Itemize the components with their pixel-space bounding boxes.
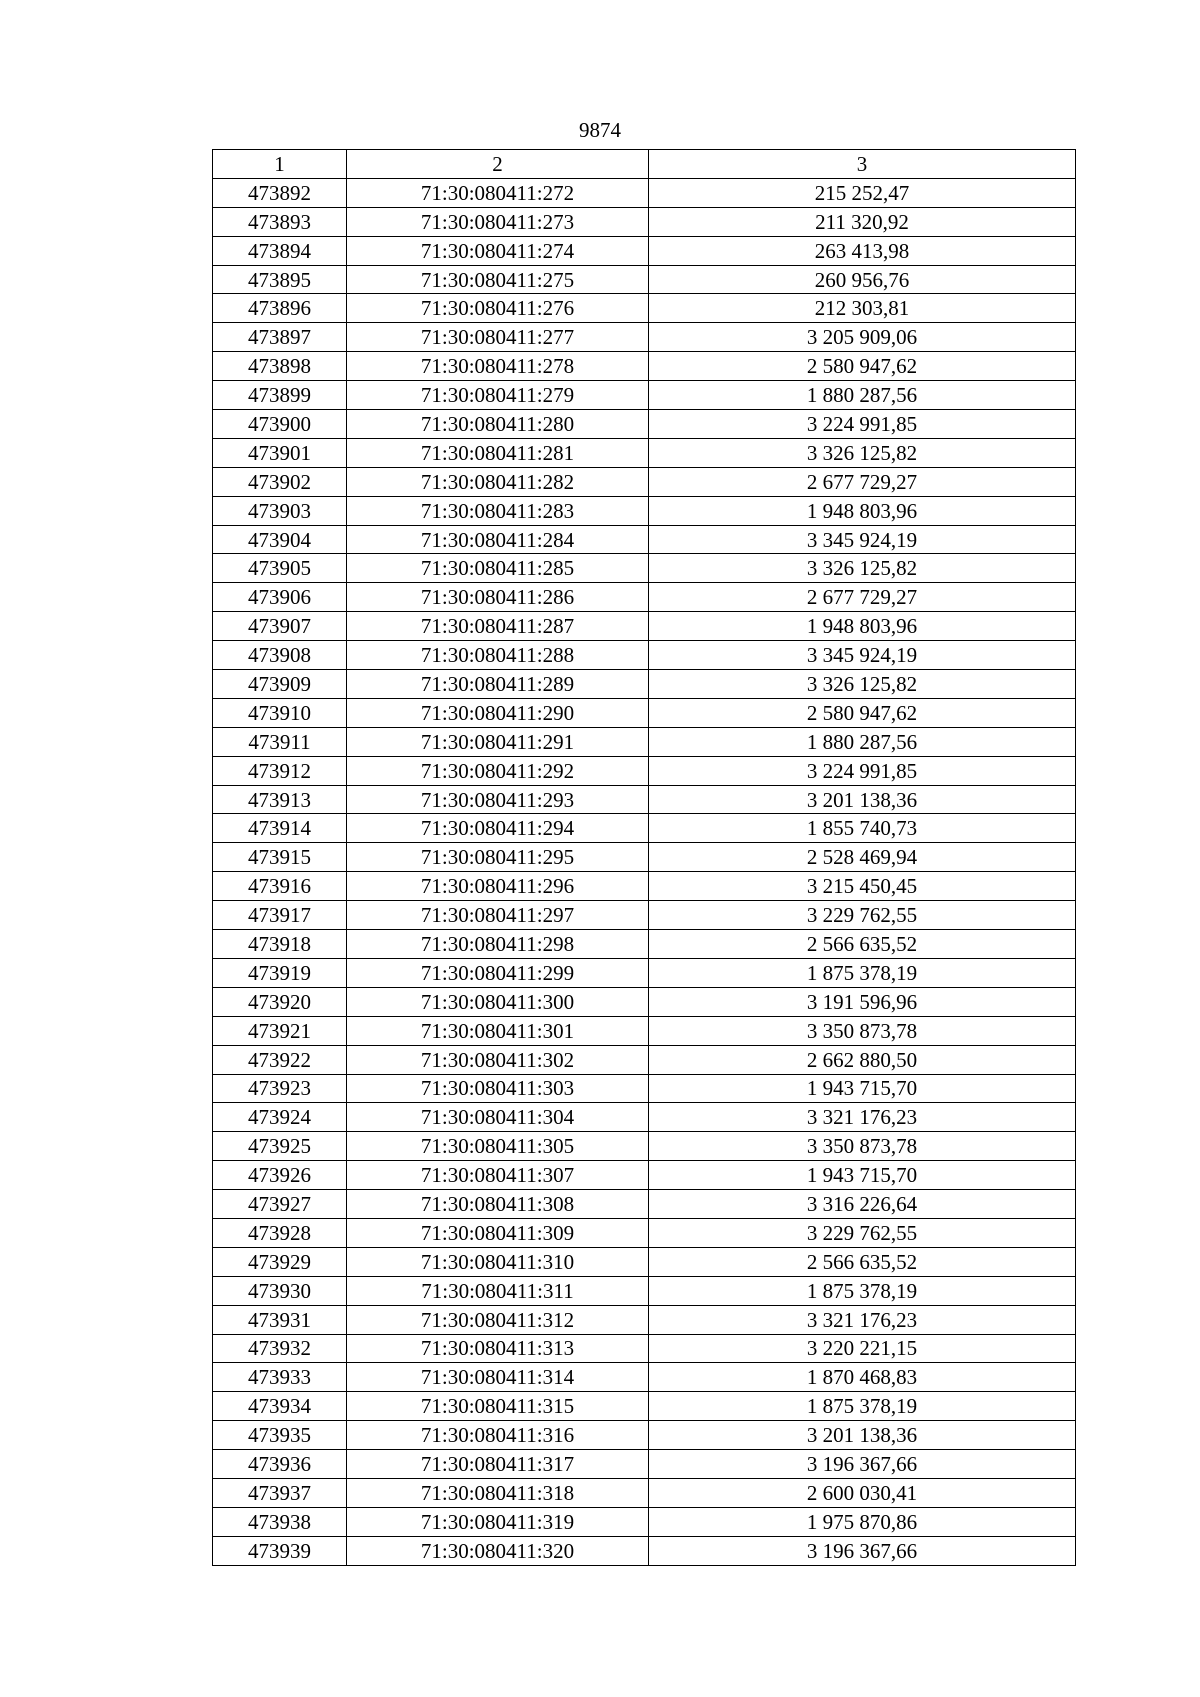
- row-number-cell: 473900: [213, 410, 347, 439]
- row-number-cell: 473896: [213, 294, 347, 323]
- row-number-cell: 473929: [213, 1247, 347, 1276]
- table-row: [213, 1132, 1076, 1161]
- table-row: [213, 496, 1076, 525]
- table-row: [213, 236, 1076, 265]
- cadastral-number-cell: 71:30:080411:304: [347, 1103, 649, 1132]
- cadastral-number-cell: 71:30:080411:309: [347, 1218, 649, 1247]
- cadastral-number-cell: 71:30:080411:300: [347, 987, 649, 1016]
- table-row: [213, 381, 1076, 410]
- value-cell: 3 224 991,85: [649, 756, 1076, 785]
- table-row: [213, 756, 1076, 785]
- table-body: [213, 178, 1076, 1565]
- row-number-cell: 473904: [213, 525, 347, 554]
- column-header-2: 2: [347, 150, 649, 179]
- row-number-cell: 473905: [213, 554, 347, 583]
- cadastral-number-cell: 71:30:080411:277: [347, 323, 649, 352]
- row-number-cell: 473901: [213, 438, 347, 467]
- cadastral-number-cell: 71:30:080411:299: [347, 958, 649, 987]
- table-row: [213, 1190, 1076, 1219]
- cadastral-number-cell: 71:30:080411:279: [347, 381, 649, 410]
- cadastral-number-cell: 71:30:080411:287: [347, 612, 649, 641]
- table-row: [213, 467, 1076, 496]
- value-cell: 3 196 367,66: [649, 1450, 1076, 1479]
- header-row: [213, 150, 1076, 179]
- row-number-cell: 473913: [213, 785, 347, 814]
- cadastral-number-cell: 71:30:080411:307: [347, 1161, 649, 1190]
- value-cell: 1 855 740,73: [649, 814, 1076, 843]
- value-cell: 2 677 729,27: [649, 467, 1076, 496]
- value-cell: 3 326 125,82: [649, 554, 1076, 583]
- cadastral-number-cell: 71:30:080411:286: [347, 583, 649, 612]
- row-number-cell: 473892: [213, 178, 347, 207]
- registry-table: [212, 149, 1076, 1566]
- cadastral-number-cell: 71:30:080411:281: [347, 438, 649, 467]
- row-number-cell: 473916: [213, 872, 347, 901]
- cadastral-number-cell: 71:30:080411:290: [347, 698, 649, 727]
- row-number-cell: 473932: [213, 1334, 347, 1363]
- value-cell: 3 326 125,82: [649, 670, 1076, 699]
- value-cell: 3 321 176,23: [649, 1305, 1076, 1334]
- value-cell: 2 677 729,27: [649, 583, 1076, 612]
- cadastral-number-cell: 71:30:080411:284: [347, 525, 649, 554]
- row-number-cell: 473906: [213, 583, 347, 612]
- table-row: [213, 1016, 1076, 1045]
- table-row: [213, 323, 1076, 352]
- cadastral-number-cell: 71:30:080411:296: [347, 872, 649, 901]
- table-row: [213, 583, 1076, 612]
- value-cell: 212 303,81: [649, 294, 1076, 323]
- table-row: [213, 1247, 1076, 1276]
- table-row: [213, 727, 1076, 756]
- table-row: [213, 670, 1076, 699]
- row-number-cell: 473919: [213, 958, 347, 987]
- row-number-cell: 473927: [213, 1190, 347, 1219]
- cadastral-number-cell: 71:30:080411:312: [347, 1305, 649, 1334]
- cadastral-number-cell: 71:30:080411:278: [347, 352, 649, 381]
- value-cell: 3 196 367,66: [649, 1536, 1076, 1565]
- table-row: [213, 1045, 1076, 1074]
- row-number-cell: 473895: [213, 265, 347, 294]
- page-number: 9874: [579, 118, 621, 142]
- table-row: [213, 901, 1076, 930]
- table-row: [213, 1507, 1076, 1536]
- row-number-cell: 473912: [213, 756, 347, 785]
- value-cell: 3 205 909,06: [649, 323, 1076, 352]
- cadastral-number-cell: 71:30:080411:275: [347, 265, 649, 294]
- row-number-cell: 473930: [213, 1276, 347, 1305]
- value-cell: 263 413,98: [649, 236, 1076, 265]
- cadastral-number-cell: 71:30:080411:285: [347, 554, 649, 583]
- cadastral-number-cell: 71:30:080411:308: [347, 1190, 649, 1219]
- table-row: [213, 698, 1076, 727]
- table-row: [213, 785, 1076, 814]
- cadastral-number-cell: 71:30:080411:317: [347, 1450, 649, 1479]
- table-row: [213, 1392, 1076, 1421]
- value-cell: 3 345 924,19: [649, 525, 1076, 554]
- row-number-cell: 473939: [213, 1536, 347, 1565]
- value-cell: 3 326 125,82: [649, 438, 1076, 467]
- value-cell: 3 201 138,36: [649, 1421, 1076, 1450]
- cadastral-number-cell: 71:30:080411:282: [347, 467, 649, 496]
- row-number-cell: 473921: [213, 1016, 347, 1045]
- table-row: [213, 178, 1076, 207]
- cadastral-number-cell: 71:30:080411:305: [347, 1132, 649, 1161]
- row-number-cell: 473915: [213, 843, 347, 872]
- row-number-cell: 473926: [213, 1161, 347, 1190]
- value-cell: 1 875 378,19: [649, 1392, 1076, 1421]
- cadastral-number-cell: 71:30:080411:297: [347, 901, 649, 930]
- row-number-cell: 473935: [213, 1421, 347, 1450]
- cadastral-number-cell: 71:30:080411:313: [347, 1334, 649, 1363]
- table-row: [213, 525, 1076, 554]
- cadastral-number-cell: 71:30:080411:274: [347, 236, 649, 265]
- value-cell: 3 350 873,78: [649, 1016, 1076, 1045]
- value-cell: 2 566 635,52: [649, 930, 1076, 959]
- table-row: [213, 612, 1076, 641]
- row-number-cell: 473931: [213, 1305, 347, 1334]
- row-number-cell: 473923: [213, 1074, 347, 1103]
- cadastral-number-cell: 71:30:080411:293: [347, 785, 649, 814]
- value-cell: 1 875 378,19: [649, 958, 1076, 987]
- row-number-cell: 473894: [213, 236, 347, 265]
- cadastral-number-cell: 71:30:080411:303: [347, 1074, 649, 1103]
- row-number-cell: 473917: [213, 901, 347, 930]
- value-cell: 1 975 870,86: [649, 1507, 1076, 1536]
- cadastral-number-cell: 71:30:080411:314: [347, 1363, 649, 1392]
- cadastral-number-cell: 71:30:080411:302: [347, 1045, 649, 1074]
- row-number-cell: 473920: [213, 987, 347, 1016]
- row-number-cell: 473910: [213, 698, 347, 727]
- table-row: [213, 554, 1076, 583]
- value-cell: 1 948 803,96: [649, 496, 1076, 525]
- cadastral-number-cell: 71:30:080411:298: [347, 930, 649, 959]
- cadastral-number-cell: 71:30:080411:316: [347, 1421, 649, 1450]
- cadastral-number-cell: 71:30:080411:292: [347, 756, 649, 785]
- table-row: [213, 958, 1076, 987]
- value-cell: 2 528 469,94: [649, 843, 1076, 872]
- row-number-cell: 473936: [213, 1450, 347, 1479]
- table-row: [213, 1363, 1076, 1392]
- cadastral-number-cell: 71:30:080411:289: [347, 670, 649, 699]
- row-number-cell: 473924: [213, 1103, 347, 1132]
- cadastral-number-cell: 71:30:080411:318: [347, 1478, 649, 1507]
- value-cell: 3 215 450,45: [649, 872, 1076, 901]
- cadastral-number-cell: 71:30:080411:310: [347, 1247, 649, 1276]
- table-row: [213, 641, 1076, 670]
- value-cell: 1 943 715,70: [649, 1161, 1076, 1190]
- row-number-cell: 473933: [213, 1363, 347, 1392]
- value-cell: 1 870 468,83: [649, 1363, 1076, 1392]
- column-header-1: 1: [213, 150, 347, 179]
- cadastral-number-cell: 71:30:080411:273: [347, 207, 649, 236]
- table-row: [213, 1536, 1076, 1565]
- table-row: [213, 814, 1076, 843]
- value-cell: 3 350 873,78: [649, 1132, 1076, 1161]
- cadastral-number-cell: 71:30:080411:295: [347, 843, 649, 872]
- cadastral-number-cell: 71:30:080411:283: [347, 496, 649, 525]
- value-cell: 2 580 947,62: [649, 698, 1076, 727]
- table-row: [213, 410, 1076, 439]
- table-row: [213, 1421, 1076, 1450]
- value-cell: 2 580 947,62: [649, 352, 1076, 381]
- table-row: [213, 1276, 1076, 1305]
- cadastral-number-cell: 71:30:080411:319: [347, 1507, 649, 1536]
- value-cell: 1 880 287,56: [649, 381, 1076, 410]
- value-cell: 260 956,76: [649, 265, 1076, 294]
- row-number-cell: 473893: [213, 207, 347, 236]
- row-number-cell: 473914: [213, 814, 347, 843]
- table-row: [213, 843, 1076, 872]
- table-row: [213, 1074, 1076, 1103]
- table-row: [213, 872, 1076, 901]
- cadastral-number-cell: 71:30:080411:315: [347, 1392, 649, 1421]
- table-row: [213, 207, 1076, 236]
- value-cell: 3 345 924,19: [649, 641, 1076, 670]
- value-cell: 2 662 880,50: [649, 1045, 1076, 1074]
- value-cell: 2 566 635,52: [649, 1247, 1076, 1276]
- value-cell: 3 316 226,64: [649, 1190, 1076, 1219]
- table-row: [213, 1103, 1076, 1132]
- table-row: [213, 987, 1076, 1016]
- value-cell: 1 943 715,70: [649, 1074, 1076, 1103]
- column-header-3: 3: [649, 150, 1076, 179]
- cadastral-number-cell: 71:30:080411:320: [347, 1536, 649, 1565]
- value-cell: 3 201 138,36: [649, 785, 1076, 814]
- row-number-cell: 473925: [213, 1132, 347, 1161]
- cadastral-number-cell: 71:30:080411:272: [347, 178, 649, 207]
- table-row: [213, 294, 1076, 323]
- row-number-cell: 473908: [213, 641, 347, 670]
- table-row: [213, 1218, 1076, 1247]
- table-row: [213, 1305, 1076, 1334]
- row-number-cell: 473911: [213, 727, 347, 756]
- row-number-cell: 473909: [213, 670, 347, 699]
- value-cell: 215 252,47: [649, 178, 1076, 207]
- table-row: [213, 1478, 1076, 1507]
- row-number-cell: 473897: [213, 323, 347, 352]
- row-number-cell: 473937: [213, 1478, 347, 1507]
- cadastral-number-cell: 71:30:080411:288: [347, 641, 649, 670]
- table-row: [213, 1161, 1076, 1190]
- value-cell: 1 875 378,19: [649, 1276, 1076, 1305]
- cadastral-number-cell: 71:30:080411:276: [347, 294, 649, 323]
- table-row: [213, 265, 1076, 294]
- row-number-cell: 473918: [213, 930, 347, 959]
- table-row: [213, 352, 1076, 381]
- table-row: [213, 1334, 1076, 1363]
- value-cell: 1 948 803,96: [649, 612, 1076, 641]
- value-cell: 3 229 762,55: [649, 901, 1076, 930]
- row-number-cell: 473899: [213, 381, 347, 410]
- value-cell: 211 320,92: [649, 207, 1076, 236]
- table-row: [213, 438, 1076, 467]
- value-cell: 3 224 991,85: [649, 410, 1076, 439]
- row-number-cell: 473928: [213, 1218, 347, 1247]
- row-number-cell: 473907: [213, 612, 347, 641]
- cadastral-number-cell: 71:30:080411:301: [347, 1016, 649, 1045]
- row-number-cell: 473922: [213, 1045, 347, 1074]
- row-number-cell: 473902: [213, 467, 347, 496]
- cadastral-number-cell: 71:30:080411:291: [347, 727, 649, 756]
- cadastral-number-cell: 71:30:080411:280: [347, 410, 649, 439]
- row-number-cell: 473903: [213, 496, 347, 525]
- table-row: [213, 930, 1076, 959]
- value-cell: 1 880 287,56: [649, 727, 1076, 756]
- value-cell: 2 600 030,41: [649, 1478, 1076, 1507]
- value-cell: 3 229 762,55: [649, 1218, 1076, 1247]
- value-cell: 3 321 176,23: [649, 1103, 1076, 1132]
- cadastral-number-cell: 71:30:080411:294: [347, 814, 649, 843]
- value-cell: 3 220 221,15: [649, 1334, 1076, 1363]
- row-number-cell: 473898: [213, 352, 347, 381]
- table-row: [213, 1450, 1076, 1479]
- row-number-cell: 473934: [213, 1392, 347, 1421]
- row-number-cell: 473938: [213, 1507, 347, 1536]
- value-cell: 3 191 596,96: [649, 987, 1076, 1016]
- cadastral-number-cell: 71:30:080411:311: [347, 1276, 649, 1305]
